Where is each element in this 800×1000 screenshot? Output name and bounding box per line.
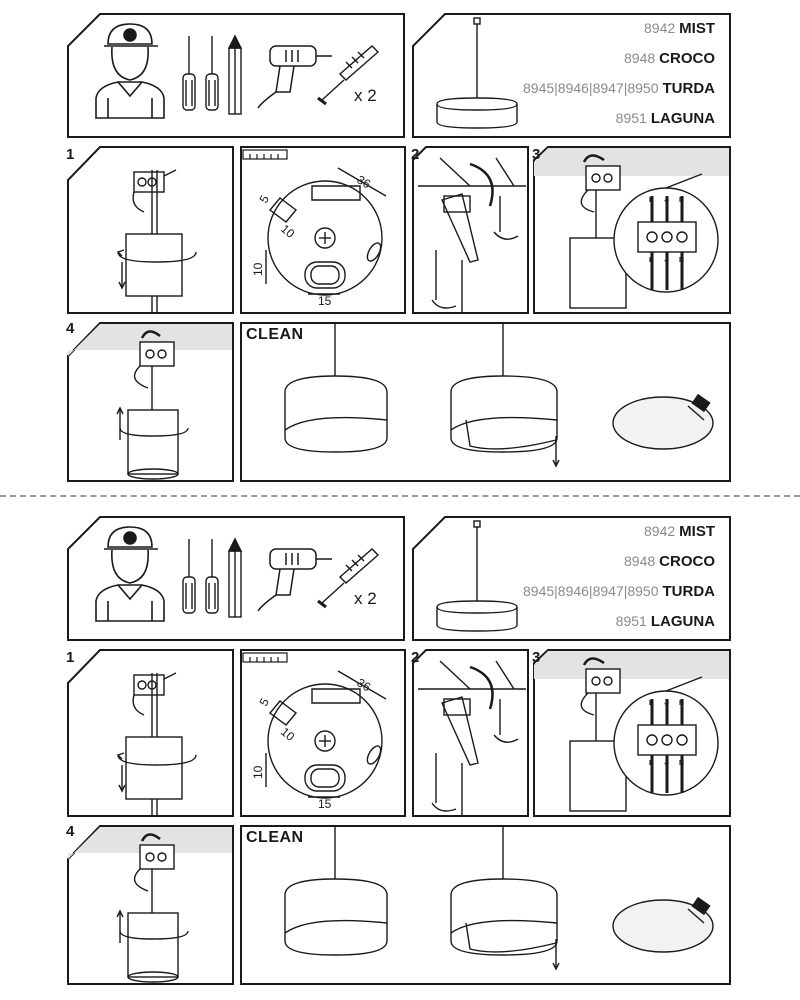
product-code: 8942 [644, 20, 676, 36]
step3-panel [534, 650, 730, 816]
product-item [616, 613, 715, 630]
product-item [644, 20, 715, 37]
terminal-label: ⏚ [663, 760, 670, 767]
dimension-label: 36 [354, 675, 374, 695]
product-name: TURDA [662, 583, 715, 600]
tools-panel [68, 517, 404, 640]
product-code: 8945|8946|8947|8950 [523, 80, 659, 96]
product-item [624, 50, 715, 67]
terminal-label: ⏚ [663, 197, 670, 204]
product-code: 8942 [644, 523, 676, 539]
product-item [523, 583, 715, 600]
product-item [616, 110, 715, 127]
step-number: 1 [66, 649, 75, 666]
product-code: 8951 [615, 613, 647, 629]
step2-panel [413, 147, 528, 313]
product-name: LAGUNA [650, 110, 715, 127]
terminal-label: N [679, 700, 685, 707]
step4-panel [68, 323, 233, 481]
product-name: CROCO [659, 50, 715, 67]
product-item [644, 523, 715, 540]
clean-panel [241, 826, 730, 984]
product-code: 8948 [624, 553, 656, 569]
product-name: LAGUNA [650, 613, 715, 630]
product-list [520, 521, 715, 636]
tools-panel [68, 14, 404, 137]
anchor-quantity: x 2 [354, 589, 377, 608]
dimension-label: 5 [256, 192, 272, 206]
terminal-label: ⏚ [663, 700, 670, 707]
product-code: 8945|8946|8947|8950 [523, 583, 659, 599]
anchor-quantity: x 2 [354, 86, 377, 105]
clean-title: CLEAN [246, 829, 304, 846]
dimension-label: 10 [251, 262, 265, 276]
product-name: MIST [679, 523, 715, 540]
dimension-label: 5 [256, 695, 272, 709]
step-number: 2 [411, 649, 420, 666]
product-code: 8948 [624, 50, 656, 66]
terminal-label: N [679, 760, 685, 767]
product-name: TURDA [662, 80, 715, 97]
dimension-label: 10 [278, 221, 298, 241]
terminal-label: N [679, 197, 685, 204]
clean-title: CLEAN [246, 326, 304, 343]
bracket-dimension-panel [241, 147, 405, 313]
dimension-label: 15 [318, 294, 332, 308]
product-code: 8951 [615, 110, 647, 126]
product-name: MIST [679, 20, 715, 37]
step1-panel [68, 147, 233, 313]
terminal-label: N [679, 257, 685, 264]
terminal-label: ⏚ [663, 257, 670, 264]
step2-panel [413, 650, 528, 816]
step-number: 2 [411, 146, 420, 163]
instruction-sheet-top [0, 0, 800, 490]
step4-panel [68, 826, 233, 984]
dimension-label: 10 [251, 765, 265, 779]
product-name: CROCO [659, 553, 715, 570]
dimension-label: 15 [318, 797, 332, 811]
terminal-label: L [649, 197, 654, 204]
dimension-label: 36 [354, 172, 374, 192]
terminal-label: L [649, 700, 654, 707]
step1-panel [68, 650, 233, 816]
step-number: 4 [66, 823, 75, 840]
terminal-label: L [649, 257, 654, 264]
clean-panel [241, 323, 730, 481]
product-item [523, 80, 715, 97]
cut-line-divider [0, 495, 800, 497]
step-number: 1 [66, 146, 75, 163]
dimension-label: 10 [278, 724, 298, 744]
step3-panel [534, 147, 730, 313]
product-list [520, 18, 715, 133]
terminal-label: L [649, 760, 654, 767]
step-number: 4 [66, 320, 75, 337]
bracket-dimension-panel [241, 650, 405, 816]
step-number: 3 [532, 649, 541, 666]
instruction-sheet-bottom [0, 503, 800, 993]
step-number: 3 [532, 146, 541, 163]
product-item [624, 553, 715, 570]
